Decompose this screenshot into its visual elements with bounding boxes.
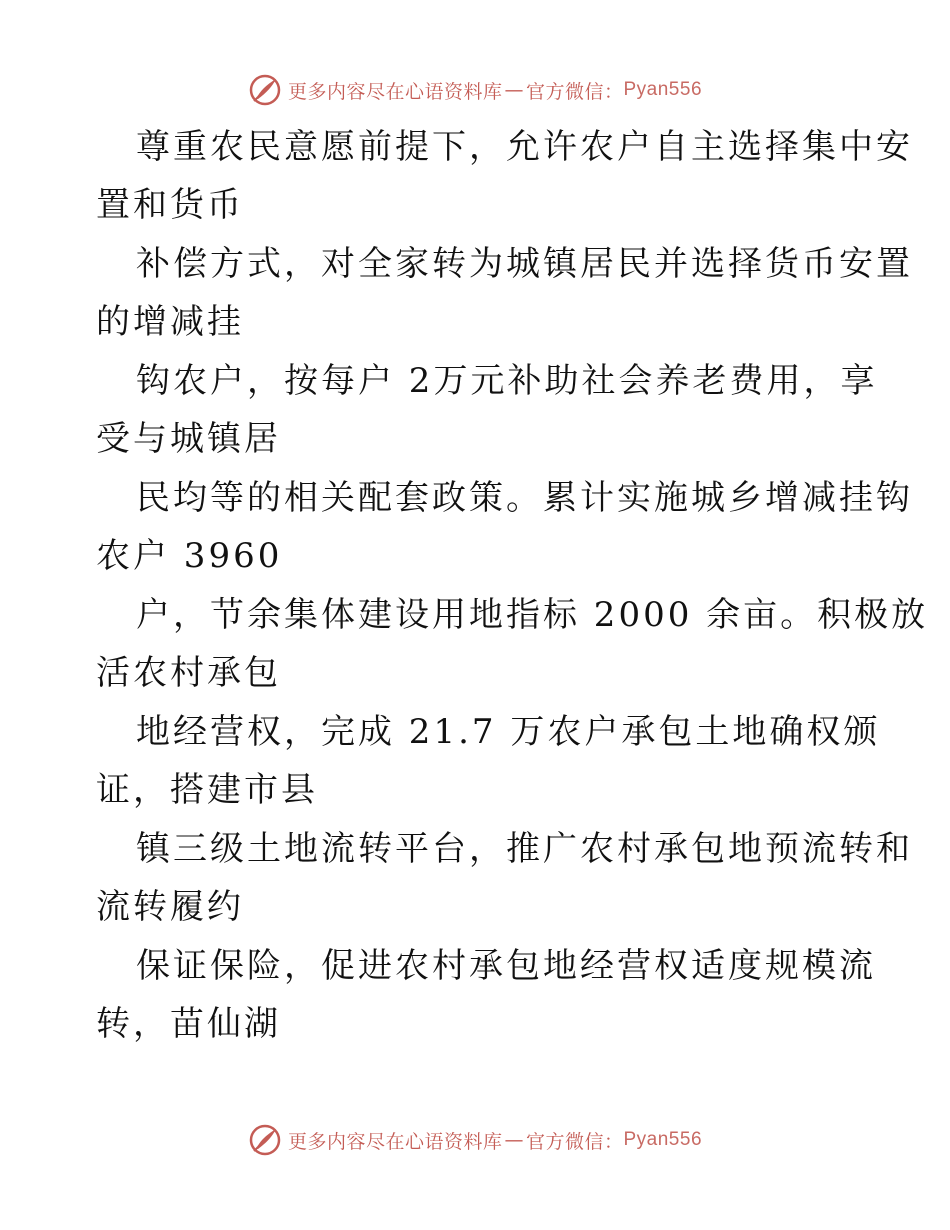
header-watermark <box>0 70 950 110</box>
paragraph-line: 保证保险，促进农村承包地经营权适度规模流 <box>136 946 876 986</box>
paragraph <box>96 820 913 937</box>
paragraph-line: 地经营权，完成 21.7 万农户承包土地确权颁 <box>136 712 881 752</box>
paragraph-line: 民均等的相关配套政策。累计实施城乡增减挂钩 <box>136 478 913 518</box>
quill-pen-logo-icon <box>248 1123 282 1157</box>
paragraph-line: 证，搭建市县 <box>96 770 318 810</box>
paragraph-line: 补偿方式，对全家转为城镇居民并选择货币安置 <box>136 244 913 284</box>
watermark-separator: — <box>504 1129 524 1151</box>
watermark-separator: — <box>504 79 524 101</box>
watermark-account-label: 官方微信： <box>525 80 624 103</box>
paragraph <box>96 352 878 469</box>
paragraph <box>96 937 876 1054</box>
paragraph <box>96 703 881 820</box>
quill-pen-logo-icon <box>248 73 282 107</box>
paragraph-line: 受与城镇居 <box>96 419 281 459</box>
paragraph-line: 农户 3960 <box>96 536 283 576</box>
paragraph-line: 镇三级土地流转平台，推广农村承包地预流转和 <box>136 829 913 869</box>
paragraph-line: 转，苗仙湖 <box>96 1004 281 1044</box>
watermark-account-label: 官方微信： <box>525 1130 624 1153</box>
watermark-text: 更多内容尽在心语资料库 <box>287 1130 503 1153</box>
document-body <box>96 118 929 1054</box>
paragraph <box>96 118 913 235</box>
paragraph-line: 户，节余集体建设用地指标 2000 余亩。积极放 <box>136 595 929 635</box>
paragraph-line: 活农村承包 <box>96 653 281 693</box>
paragraph-line: 的增减挂 <box>96 302 244 342</box>
watermark-account-id: Pyan556 <box>623 79 703 100</box>
paragraph <box>96 469 913 586</box>
watermark-account-id: Pyan556 <box>623 1129 703 1150</box>
paragraph-line: 尊重农民意愿前提下，允许农户自主选择集中安 <box>136 127 913 167</box>
paragraph <box>96 235 913 352</box>
paragraph-line: 置和货币 <box>96 185 244 225</box>
paragraph-line: 钩农户，按每户 2万元补助社会养老费用，享 <box>136 361 878 401</box>
watermark-text: 更多内容尽在心语资料库 <box>287 80 503 103</box>
paragraph <box>96 586 929 703</box>
paragraph-line: 流转履约 <box>96 887 244 927</box>
footer-watermark <box>0 1120 950 1160</box>
